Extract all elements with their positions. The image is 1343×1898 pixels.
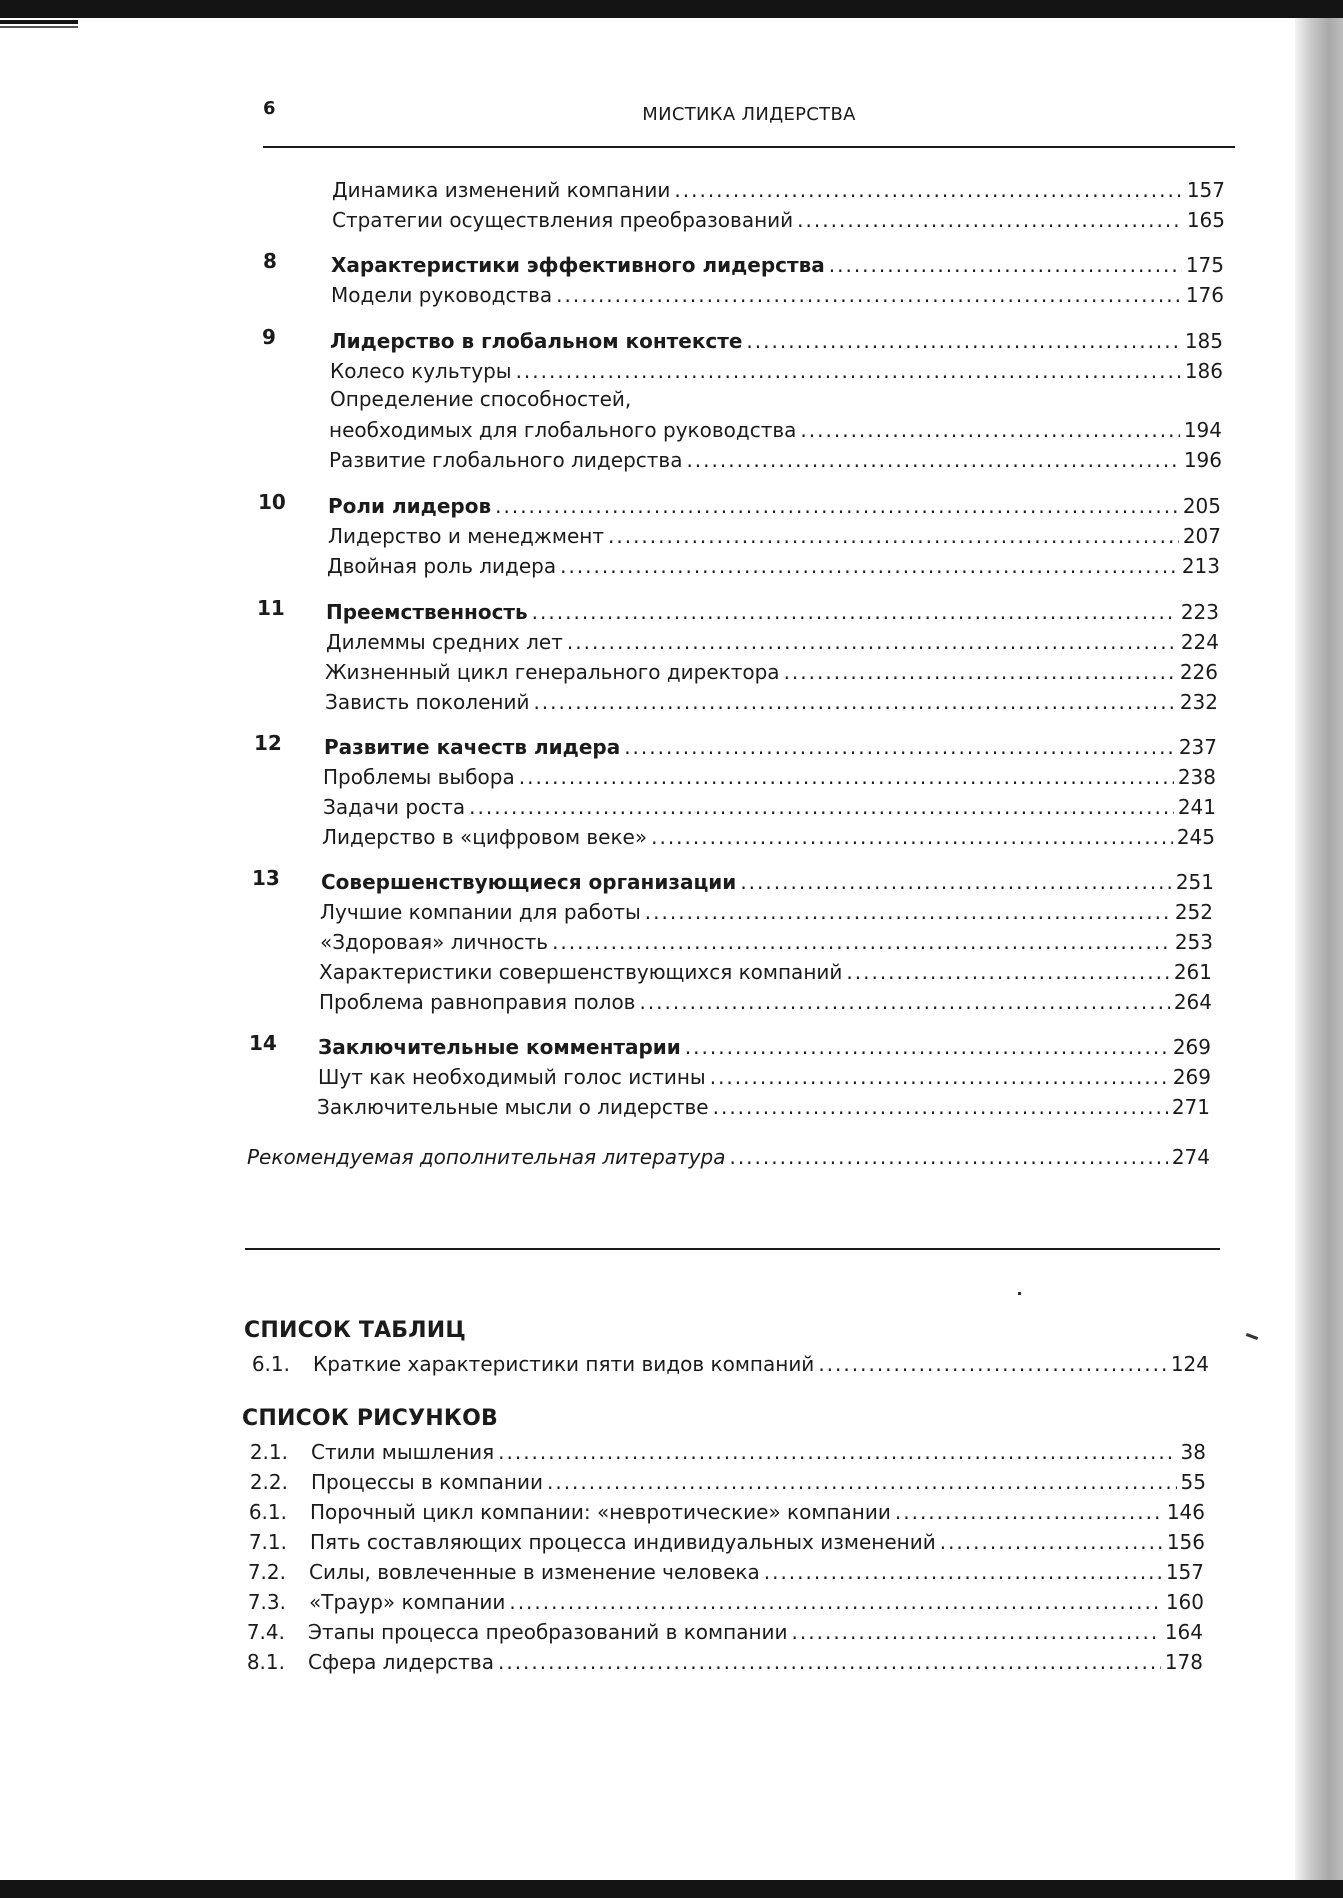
toc-entry-page: 269 (1172, 1065, 1211, 1089)
toc-entry-title: Стратегии осуществления преобразований (332, 208, 794, 232)
dot-leader (895, 1500, 1163, 1524)
chapter-number: 12 (254, 731, 282, 755)
toc-entry[interactable] (323, 795, 1216, 825)
figure-title: Порочный цикл компании: «невротические» компании (310, 1500, 891, 1524)
toc-entry-page: 237 (1178, 735, 1217, 759)
dot-leader (516, 359, 1181, 383)
toc-entry-page: 274 (1171, 1145, 1210, 1169)
toc-entry[interactable] (329, 448, 1222, 478)
list-of-figures-entry[interactable] (310, 1500, 1205, 1530)
toc-entry-page: 232 (1179, 690, 1218, 714)
toc-entry-page: 253 (1174, 930, 1213, 954)
dot-leader (624, 735, 1175, 759)
toc-entry-title: Лидерство в глобальном контексте (330, 329, 743, 353)
toc-entry-title: Развитие глобального лидерства (329, 448, 683, 472)
toc-entry[interactable] (332, 208, 1225, 238)
toc-entry[interactable] (329, 418, 1222, 448)
toc-entry-page: 261 (1173, 960, 1212, 984)
list-of-figures-heading: СПИСОК РИСУНКОВ (242, 1406, 498, 1431)
toc-entry-title: Динамика изменений компании (332, 178, 671, 202)
table-page: 124 (1170, 1352, 1209, 1376)
scan-corner-mark (0, 20, 78, 24)
dot-leader (829, 253, 1182, 277)
dot-leader (846, 960, 1169, 984)
scan-binding-shadow (1295, 18, 1343, 1880)
toc-entry[interactable] (320, 900, 1213, 930)
toc-entry[interactable] (328, 524, 1221, 554)
toc-entry-page: 251 (1175, 870, 1214, 894)
dot-leader (940, 1530, 1163, 1554)
dot-leader (498, 1650, 1161, 1674)
toc-entry[interactable] (318, 1065, 1211, 1095)
scan-corner-mark-thin (0, 26, 78, 28)
dot-leader (639, 990, 1169, 1014)
dot-leader (764, 1560, 1162, 1584)
toc-entry-title: Заключительные комментарии (318, 1035, 681, 1059)
toc-entry[interactable] (323, 765, 1216, 795)
dot-leader (784, 660, 1176, 684)
toc-entry[interactable] (332, 178, 1225, 208)
chapter-number: 11 (257, 596, 285, 620)
toc-entry-title: Характеристики эффективного лидерства (331, 253, 825, 277)
figure-title: Сфера лидерства (308, 1650, 494, 1674)
section-divider (245, 1248, 1220, 1250)
toc-entry-title: Двойная роль лидера (327, 554, 557, 578)
toc-entry-title: Лидерство и менеджмент (328, 524, 604, 548)
table-number: 6.1. (251, 1352, 290, 1376)
dot-leader (746, 329, 1180, 353)
list-of-figures-entry[interactable] (310, 1530, 1205, 1560)
toc-entry-page: 176 (1185, 283, 1224, 307)
dot-leader (685, 1035, 1169, 1059)
chapter-number: 13 (252, 866, 280, 890)
list-of-tables-heading: СПИСОК ТАБЛИЦ (244, 1318, 466, 1343)
figure-title: Силы, вовлеченные в изменение человека (309, 1560, 760, 1584)
list-of-figures-entry[interactable] (311, 1470, 1206, 1500)
toc-entry-title: Совершенствующиеся организации (321, 870, 737, 894)
dot-leader (567, 630, 1177, 654)
scan-top-edge (0, 0, 1343, 18)
figure-number: 8.1. (246, 1650, 285, 1674)
toc-chapter-entry[interactable] (326, 600, 1219, 630)
toc-entry-title: Проблемы выбора (323, 765, 515, 789)
figure-title: Стили мышления (311, 1440, 495, 1464)
toc-entry[interactable] (319, 960, 1212, 990)
toc-entry-title: Проблема равноправия полов (319, 990, 636, 1014)
list-of-figures-entry[interactable] (311, 1440, 1206, 1470)
dot-leader (674, 178, 1182, 202)
dot-leader (498, 1440, 1176, 1464)
toc-entry[interactable] (330, 359, 1223, 389)
dot-leader (533, 690, 1175, 714)
page-number: 6 (263, 98, 276, 119)
toc-entry-title: Задачи роста (323, 795, 466, 819)
toc-entry[interactable] (327, 554, 1220, 584)
toc-entry[interactable] (325, 660, 1218, 690)
toc-entry-page: 269 (1172, 1035, 1211, 1059)
figure-number: 6.1. (248, 1500, 287, 1524)
running-title: МИСТИКА ЛИДЕРСТВА (642, 104, 856, 125)
figure-page: 55 (1180, 1470, 1206, 1494)
header-rule (263, 146, 1235, 148)
toc-entry-title: Заключительные мысли о лидерстве (317, 1095, 709, 1119)
dot-leader (818, 1352, 1167, 1376)
toc-entry-page: 213 (1181, 554, 1220, 578)
list-of-figures-entry[interactable] (308, 1650, 1203, 1680)
dot-leader (547, 1470, 1177, 1494)
toc-entry-page: 194 (1183, 418, 1222, 442)
toc-entry-title: Роли лидеров (328, 494, 492, 518)
figure-page: 156 (1166, 1530, 1205, 1554)
dot-leader (519, 765, 1174, 789)
toc-entry-page: 186 (1184, 359, 1223, 383)
toc-entry[interactable] (317, 1095, 1210, 1125)
figure-number: 7.3. (247, 1590, 286, 1614)
toc-entry-page: 224 (1180, 630, 1219, 654)
dot-leader (686, 448, 1179, 472)
figure-number: 7.1. (248, 1530, 287, 1554)
dot-leader (729, 1145, 1167, 1169)
toc-entry[interactable] (326, 630, 1219, 660)
dot-leader (509, 1590, 1161, 1614)
toc-entry-page: 185 (1184, 329, 1223, 353)
toc-chapter-entry[interactable] (318, 1035, 1211, 1065)
toc-entry-page: 245 (1176, 825, 1215, 849)
figure-page: 146 (1166, 1500, 1205, 1524)
toc-entry-page: 207 (1182, 524, 1221, 548)
scan-bottom-edge (0, 1880, 1343, 1898)
scan-speck (1246, 1333, 1258, 1340)
figure-title: Этапы процесса преобразований в компании (308, 1620, 788, 1644)
figure-title: Процессы в компании (311, 1470, 543, 1494)
toc-entry-title: Рекомендуемая дополнительная литература (247, 1145, 726, 1169)
figure-number: 7.4. (246, 1620, 285, 1644)
toc-entry-title: необходимых для глобального руководства (329, 418, 797, 442)
dot-leader (710, 1065, 1169, 1089)
toc-chapter-entry[interactable] (321, 870, 1214, 900)
dot-leader (469, 795, 1174, 819)
figure-title: Пять составляющих процесса индивидуальных изменений (310, 1530, 936, 1554)
dot-leader (608, 524, 1179, 548)
toc-entry[interactable] (325, 690, 1218, 720)
list-of-figures-entry[interactable] (309, 1590, 1204, 1620)
toc-chapter-entry[interactable] (328, 494, 1221, 524)
figure-page: 164 (1164, 1620, 1203, 1644)
page-header (263, 98, 1235, 138)
toc-entry-title: Шут как необходимый голос истины (318, 1065, 706, 1089)
toc-entry-title: Дилеммы средних лет (326, 630, 563, 654)
list-of-figures-entry[interactable] (308, 1620, 1203, 1650)
toc-chapter-entry[interactable] (331, 253, 1224, 283)
figure-page: 38 (1180, 1440, 1206, 1464)
toc-entry-page: 165 (1186, 208, 1225, 232)
scan-speck (1018, 1292, 1021, 1295)
toc-entry-title: «Здоровая» личность (320, 930, 549, 954)
toc-entry[interactable] (331, 283, 1224, 313)
toc-chapter-entry[interactable] (324, 735, 1217, 765)
dot-leader (556, 283, 1182, 307)
figure-number: 2.1. (249, 1440, 288, 1464)
toc-entry-page: 205 (1182, 494, 1221, 518)
dot-leader (645, 900, 1171, 924)
toc-entry-title: Лучшие компании для работы (320, 900, 641, 924)
figure-number: 7.2. (247, 1560, 286, 1584)
dot-leader (792, 1620, 1161, 1644)
dot-leader (797, 208, 1183, 232)
chapter-number: 8 (263, 249, 277, 273)
toc-entry-page: 238 (1177, 765, 1216, 789)
toc-entry-line (330, 387, 1223, 417)
figure-page: 178 (1164, 1650, 1203, 1674)
dot-leader (740, 870, 1172, 894)
toc-entry[interactable] (320, 930, 1213, 960)
toc-entry-page: 175 (1185, 253, 1224, 277)
table-title: Краткие характеристики пяти видов компаний (313, 1352, 815, 1376)
list-of-tables-entry[interactable] (313, 1352, 1209, 1382)
toc-entry-title: Преемственность (326, 600, 528, 624)
toc-entry-page: 241 (1177, 795, 1216, 819)
figure-number: 2.2. (249, 1470, 288, 1494)
dot-leader (560, 554, 1178, 578)
dot-leader (495, 494, 1179, 518)
toc-entry-title: Зависть поколений (325, 690, 530, 714)
toc-entry-title: Модели руководства (331, 283, 553, 307)
toc-entry[interactable] (319, 990, 1212, 1020)
toc-entry-page: 223 (1180, 600, 1219, 624)
toc-entry-title: Определение способностей, (330, 387, 632, 411)
figure-page: 160 (1165, 1590, 1204, 1614)
chapter-number: 10 (258, 490, 286, 514)
chapter-number: 14 (249, 1031, 277, 1055)
toc-entry-page: 264 (1173, 990, 1212, 1014)
chapter-number: 9 (262, 325, 276, 349)
toc-further-reading[interactable] (247, 1145, 1210, 1175)
dot-leader (532, 600, 1177, 624)
figure-page: 157 (1165, 1560, 1204, 1584)
toc-entry-page: 252 (1174, 900, 1213, 924)
toc-entry-page: 196 (1183, 448, 1222, 472)
toc-entry-title: Лидерство в «цифровом веке» (322, 825, 648, 849)
dot-leader (800, 418, 1179, 442)
toc-chapter-entry[interactable] (330, 329, 1223, 359)
toc-entry-title: Колесо культуры (330, 359, 512, 383)
toc-entry-page: 226 (1179, 660, 1218, 684)
list-of-figures-entry[interactable] (309, 1560, 1204, 1590)
toc-entry-page: 157 (1186, 178, 1225, 202)
toc-entry-page: 271 (1171, 1095, 1210, 1119)
dot-leader (713, 1095, 1168, 1119)
dot-leader (552, 930, 1171, 954)
toc-entry-title: Характеристики совершенствующихся компаний (319, 960, 843, 984)
toc-entry-title: Развитие качеств лидера (324, 735, 621, 759)
toc-entry[interactable] (322, 825, 1215, 855)
toc-entry-title: Жизненный цикл генерального директора (325, 660, 780, 684)
dot-leader (651, 825, 1173, 849)
figure-title: «Траур» компании (309, 1590, 506, 1614)
